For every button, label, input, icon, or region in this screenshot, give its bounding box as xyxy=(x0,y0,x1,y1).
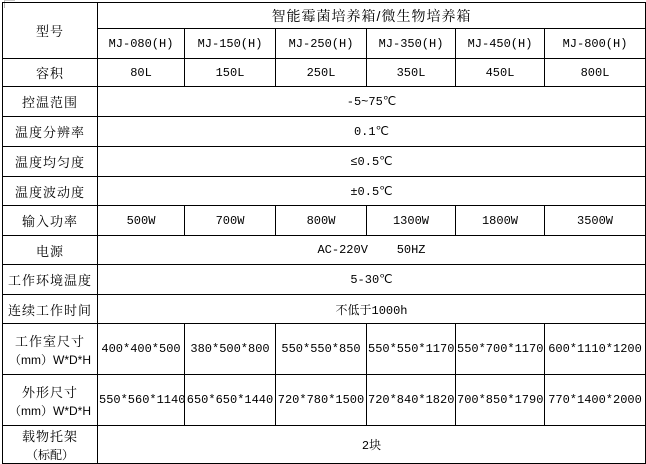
spec-value: 800W xyxy=(276,206,367,236)
header-title-row xyxy=(3,3,646,29)
row-label: 温度分辨率 xyxy=(3,117,98,147)
spec-value: 380*500*800 xyxy=(185,324,276,375)
row-label-line2: （标配） xyxy=(25,448,74,462)
row-label: 控温范围 xyxy=(3,87,98,117)
power-supply-row xyxy=(3,236,646,265)
row-label-line2: （mm）W*D*H xyxy=(9,403,91,418)
spec-value: 550*560*1140 xyxy=(98,375,185,426)
row-label: 温度均匀度 xyxy=(3,147,98,177)
row-label-line1: 工作室尺寸 xyxy=(14,333,85,349)
spec-value: 720*840*1820 xyxy=(367,375,456,426)
row-label xyxy=(3,324,98,375)
model-cell: MJ-800(H) xyxy=(545,29,646,59)
row-label: 输入功率 xyxy=(3,206,98,236)
spec-value: 1300W xyxy=(367,206,456,236)
tray-row xyxy=(3,426,646,464)
row-label-line2: （mm）W*D*H xyxy=(9,352,91,367)
row-label: 容积 xyxy=(3,59,98,87)
spec-value: 770*1400*2000 xyxy=(545,375,646,426)
row-label-line1: 载物托架 xyxy=(21,429,78,444)
row-label: 温度波动度 xyxy=(3,177,98,206)
temp-resolution-row xyxy=(3,117,646,147)
spec-value: 80L xyxy=(98,59,185,87)
spec-value: 650*650*1440 xyxy=(185,375,276,426)
spec-value: 1800W xyxy=(456,206,545,236)
continuous-work-row xyxy=(3,295,646,324)
model-cell: MJ-080(H) xyxy=(98,29,185,59)
spec-value: 500W xyxy=(98,206,185,236)
overall-size-row xyxy=(3,375,646,426)
spec-value: 550*700*1170 xyxy=(456,324,545,375)
spec-value: 800L xyxy=(545,59,646,87)
volume-row xyxy=(3,59,646,87)
spec-value: 400*400*500 xyxy=(98,324,185,375)
spec-value: 250L xyxy=(276,59,367,87)
model-label-cell: 型号 xyxy=(3,3,98,59)
temp-uniformity-row xyxy=(3,147,646,177)
spec-value: 3500W xyxy=(545,206,646,236)
row-label: 电源 xyxy=(3,236,98,265)
spec-value: 720*780*1500 xyxy=(276,375,367,426)
row-label xyxy=(3,375,98,426)
product-title-cell: 智能霉菌培养箱/微生物培养箱 xyxy=(98,3,646,29)
row-label: 工作环境温度 xyxy=(3,265,98,295)
spec-value-merged: -5~75℃ xyxy=(98,87,646,117)
spec-value-merged: 5-30℃ xyxy=(98,265,646,295)
model-cell: MJ-250(H) xyxy=(276,29,367,59)
spec-value: 150L xyxy=(185,59,276,87)
spec-value-merged: ≤0.5℃ xyxy=(98,147,646,177)
spec-value-merged: AC-220V 50HZ xyxy=(98,236,646,265)
spec-value: 550*550*1170 xyxy=(367,324,456,375)
chamber-size-row xyxy=(3,324,646,375)
model-cell: MJ-350(H) xyxy=(367,29,456,59)
spec-value: 450L xyxy=(456,59,545,87)
ambient-temp-row xyxy=(3,265,646,295)
row-label xyxy=(3,426,98,464)
spec-value-merged: 2块 xyxy=(98,426,646,464)
row-label: 连续工作时间 xyxy=(3,295,98,324)
spec-value-merged: 0.1℃ xyxy=(98,117,646,147)
spec-table xyxy=(2,2,646,464)
model-cell: MJ-150(H) xyxy=(185,29,276,59)
input-power-row xyxy=(3,206,646,236)
model-numbers-row xyxy=(3,29,646,59)
spec-value: 550*550*850 xyxy=(276,324,367,375)
row-label-line1: 外形尺寸 xyxy=(21,384,78,400)
model-cell: MJ-450(H) xyxy=(456,29,545,59)
spec-value: 350L xyxy=(367,59,456,87)
spec-value: 600*1110*1200 xyxy=(545,324,646,375)
temp-range-row xyxy=(3,87,646,117)
spec-value: 700W xyxy=(185,206,276,236)
spec-value-merged: ±0.5℃ xyxy=(98,177,646,206)
spec-value: 700*850*1790 xyxy=(456,375,545,426)
spec-value-merged: 不低于1000h xyxy=(98,295,646,324)
temp-fluctuation-row xyxy=(3,177,646,206)
